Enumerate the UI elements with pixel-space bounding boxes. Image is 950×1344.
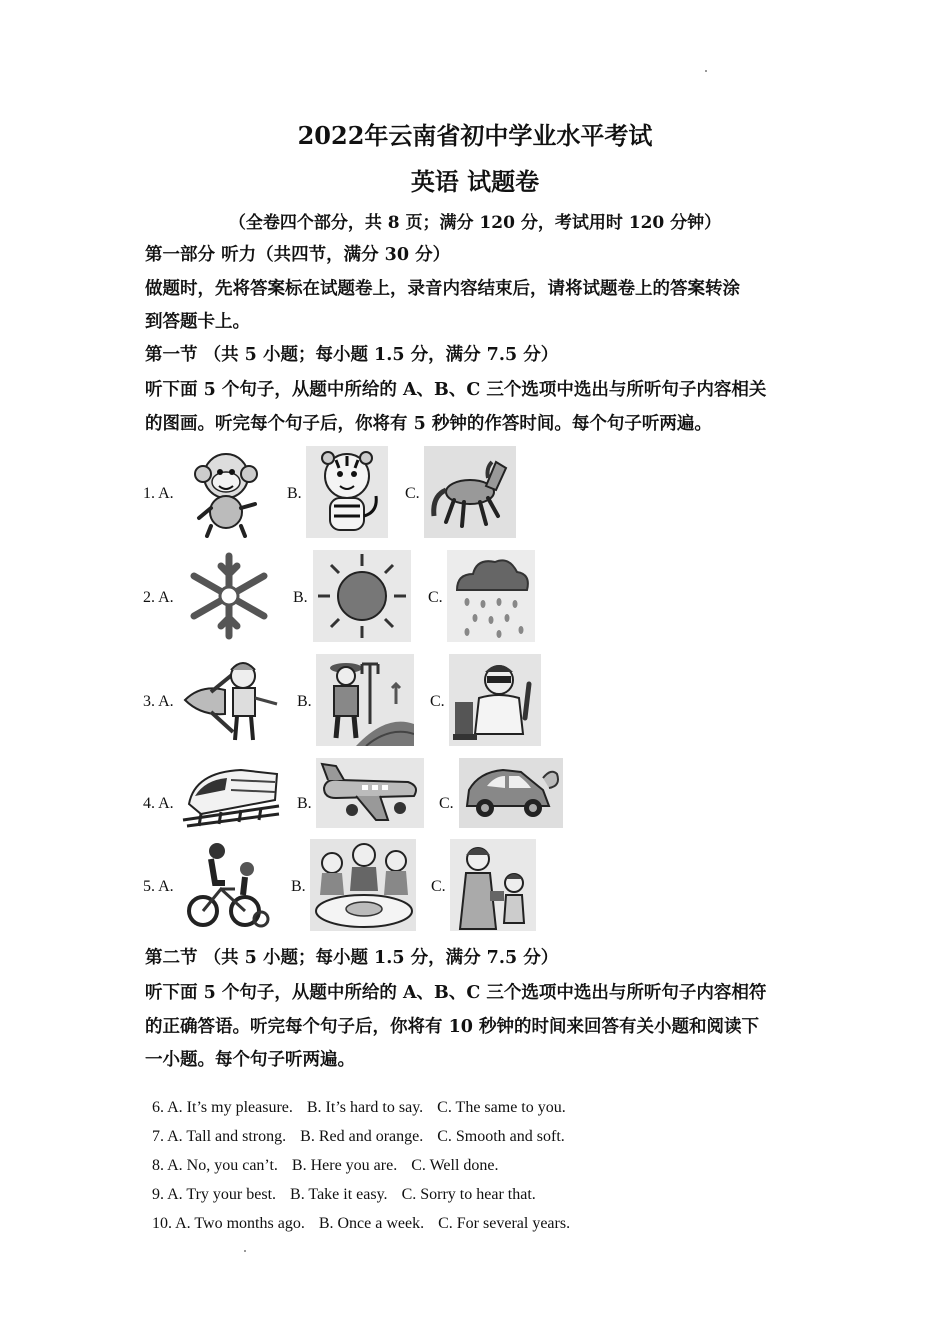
option-a: 6. A. It’s my pleasure. [152,1099,293,1116]
horse-icon[interactable] [424,446,516,538]
section2-instruction-line1: 听下面 5 个句子，从题中所给的 A、B、C 三个选项中选出与所听句子内容相符 [145,983,767,1003]
option-label-a: 4. A. [143,795,174,812]
option-label-a: 2. A. [143,589,174,606]
monkey-icon[interactable] [181,446,271,538]
question-2 [143,550,843,646]
tiger-icon[interactable] [306,446,388,538]
option-c: C. Smooth and soft. [437,1128,565,1145]
option-label-b: B. [297,795,312,812]
airplane-icon[interactable] [316,758,424,828]
exam-subtitle: 英语 试题卷 [410,167,540,196]
question-1 [143,446,843,542]
family-cycling-icon[interactable] [181,839,273,931]
option-label-c: C. [428,589,443,606]
question-4 [143,756,843,852]
option-label-a: 1. A. [143,485,174,502]
option-label-c: C. [430,693,445,710]
option-label-b: B. [291,878,306,895]
option-c: C. For several years. [438,1215,571,1232]
question-5 [143,839,843,935]
scan-dot [244,1250,246,1252]
question-10 [144,1197,584,1233]
exam-note: （全卷四个部分，共 8 页；满分 120 分，考试用时 120 分钟） [228,213,722,233]
option-c: C. The same to you. [437,1099,566,1116]
option-a: 10. A. Two months ago. [152,1215,305,1232]
option-a: 9. A. Try your best. [152,1186,277,1203]
car-icon[interactable] [459,758,563,828]
option-label-c: C. [439,795,454,812]
rain-cloud-icon[interactable] [447,550,535,642]
family-dinner-icon[interactable] [310,839,416,931]
scientist-icon[interactable] [449,654,541,746]
mother-daughter-icon[interactable] [450,839,536,931]
section1-heading: 第一节 （共 5 小题；每小题 1.5 分，满分 7.5 分） [145,345,559,365]
section1-instruction-line2: 的图画。听完每个句子后，你将有 5 秒钟的作答时间。每个句子听两遍。 [145,414,712,434]
option-label-b: B. [287,485,302,502]
section2-instruction-line3: 一小题。每个句子听两遍。 [145,1050,355,1070]
option-b: B. It’s hard to say. [306,1099,424,1116]
question-3 [143,654,843,750]
option-a: 7. A. Tall and strong. [152,1128,287,1145]
section1-instruction-line1: 听下面 5 个句子，从题中所给的 A、B、C 三个选项中选出与所听句子内容相关 [145,380,767,400]
option-label-b: B. [293,589,308,606]
farmer-icon[interactable] [316,654,414,746]
option-b: B. Red and orange. [300,1128,424,1145]
train-icon[interactable] [181,760,281,828]
option-label-c: C. [405,485,420,502]
option-b: B. Here you are. [291,1157,398,1174]
option-label-a: 3. A. [143,693,174,710]
sun-icon[interactable] [313,550,411,642]
option-b: B. Once a week. [318,1215,425,1232]
exam-title: 2022年云南省初中学业水平考试 [297,121,653,150]
option-label-c: C. [431,878,446,895]
snowflake-icon[interactable] [181,550,277,642]
section2-heading: 第二节 （共 5 小题；每小题 1.5 分，满分 7.5 分） [145,948,559,968]
part1-heading: 第一部分 听力（共四节，满分 30 分） [145,245,451,265]
scan-dot [705,70,707,72]
part1-instruction-line1: 做题时，先将答案标在试题卷上，录音内容结束后，请将试题卷上的答案转涂 [145,279,740,299]
option-label-b: B. [297,693,312,710]
option-a: 8. A. No, you can’t. [152,1157,278,1174]
part1-instruction-line2: 到答题卡上。 [145,312,250,332]
option-label-a: 5. A. [143,878,174,895]
option-b: B. Take it easy. [290,1186,388,1203]
option-c: C. Well done. [411,1157,499,1174]
pilot-icon[interactable] [181,654,281,746]
option-c: C. Sorry to hear that. [401,1186,536,1203]
section2-instruction-line2: 的正确答语。听完每个句子后，你将有 10 秒钟的时间来回答有关小题和阅读下 [145,1017,760,1037]
